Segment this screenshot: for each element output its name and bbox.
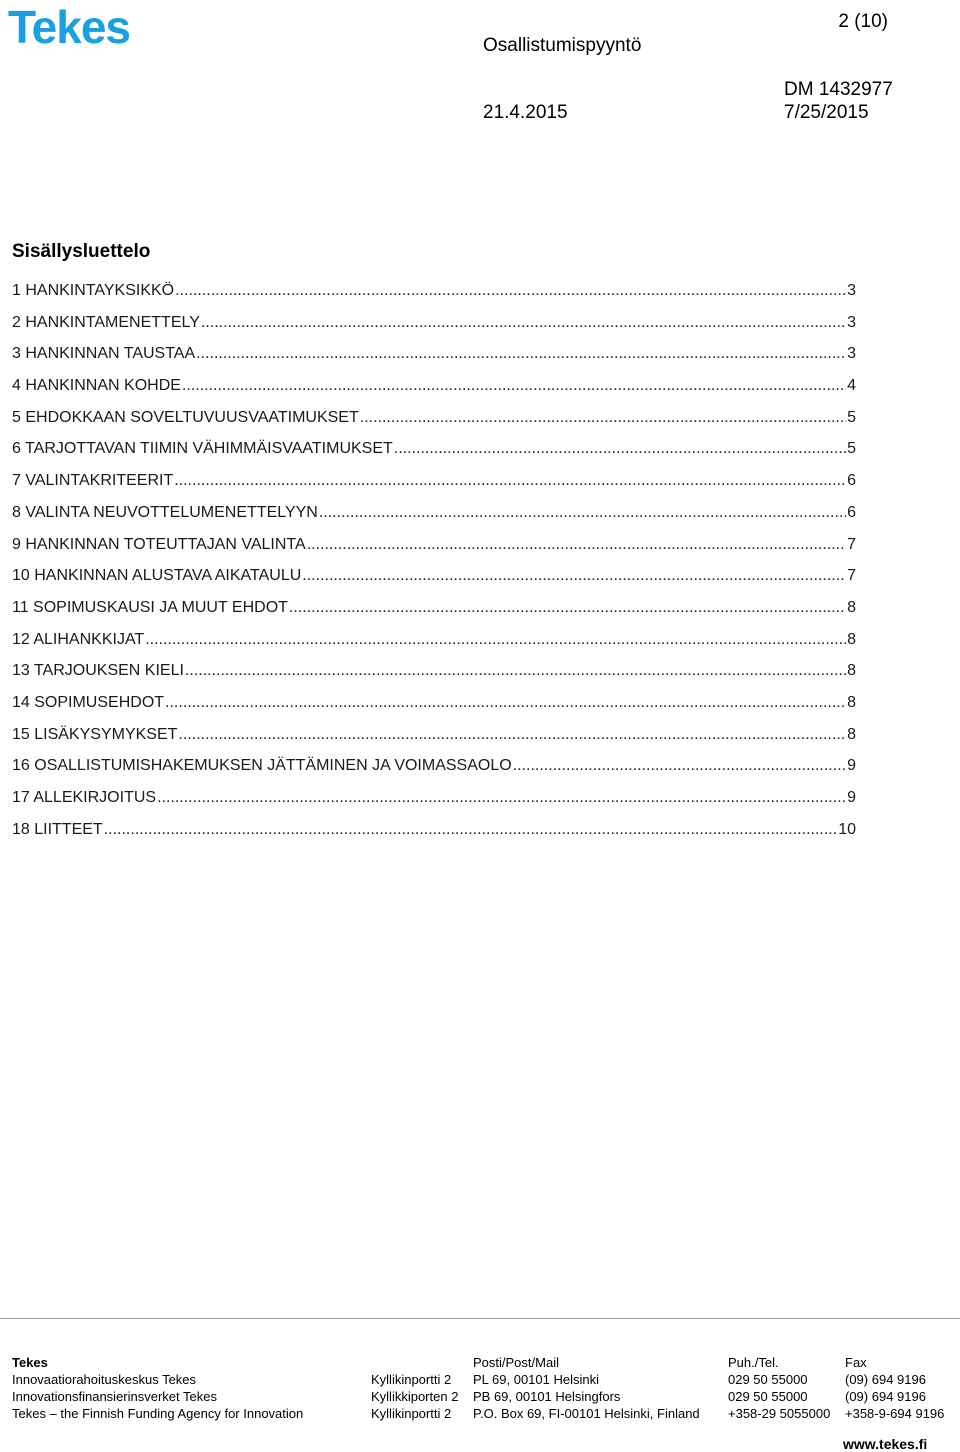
toc-entry-page: 4: [847, 377, 856, 395]
toc-entry-page: 6: [847, 472, 856, 490]
footer-mail-heading: Posti/Post/Mail: [473, 1355, 559, 1370]
toc-leader-dots: [104, 821, 838, 839]
footer-org-name: Innovaatiorahoituskeskus Tekes: [12, 1372, 197, 1387]
toc-entry-title: 7 VALINTAKRITEERIT: [12, 472, 174, 490]
toc-leader-dots: [182, 377, 846, 395]
toc-leader-dots: [201, 314, 846, 332]
footer-phone: 029 50 55000: [728, 1372, 808, 1387]
toc-entry[interactable]: [12, 536, 856, 568]
toc-entry-title: 15 LISÄKYSYMYKSET: [12, 725, 178, 743]
document-title: Osallistumispyyntö: [483, 35, 642, 56]
toc-entry-title: 11 SOPIMUSKAUSI JA MUUT EHDOT: [12, 598, 288, 616]
footer-street: Kyllikkiporten 2: [371, 1389, 459, 1404]
toc-entry[interactable]: [12, 440, 856, 472]
toc-entry-title: 10 HANKINNAN ALUSTAVA AIKATAULU: [12, 567, 302, 585]
toc-entry-title: 8 VALINTA NEUVOTTELUMENETTELYYN: [12, 503, 318, 521]
toc-entry-title: 6 TARJOTTAVAN TIIMIN VÄHIMMÄISVAATIMUKSET: [12, 440, 393, 458]
footer-phone: 029 50 55000: [728, 1389, 808, 1404]
toc-entry-page: 8: [847, 725, 856, 743]
toc-entry[interactable]: [12, 504, 856, 536]
toc-leader-dots: [319, 504, 846, 522]
toc-entry-title: 16 OSALLISTUMISHAKEMUKSEN JÄTTÄMINEN JA VOIMASSAOLO: [12, 757, 512, 775]
footer-org-heading: Tekes: [12, 1355, 48, 1370]
toc-leader-dots: [196, 345, 846, 363]
toc-entry-page: 8: [847, 662, 856, 680]
toc-entry[interactable]: [12, 282, 856, 314]
toc-entry-page: 7: [847, 535, 856, 553]
toc-entry-page: 9: [847, 789, 856, 806]
footer-street: Kyllikinportti 2: [371, 1372, 452, 1387]
toc-entry-page: 9: [847, 757, 856, 775]
toc-entry[interactable]: [12, 726, 856, 758]
footer-fax: (09) 694 9196: [845, 1389, 926, 1404]
footer-mail: PB 69, 00101 Helsingfors: [473, 1389, 621, 1404]
toc-entry-page: 3: [847, 345, 856, 363]
toc-entry[interactable]: [12, 314, 856, 346]
page-number: 2 (10): [838, 11, 888, 32]
toc-leader-dots: [513, 757, 846, 775]
toc-entry[interactable]: [12, 694, 856, 726]
footer-mail: P.O. Box 69, FI-00101 Helsinki, Finland: [473, 1406, 700, 1421]
toc-entry-page: 8: [847, 598, 856, 616]
toc-leader-dots: [145, 631, 846, 649]
toc-leader-dots: [175, 282, 846, 300]
toc-entry-title: 13 TARJOUKSEN KIELI: [12, 662, 184, 680]
toc-leader-dots: [289, 599, 846, 617]
toc-entry-title: 14 SOPIMUSEHDOT: [12, 693, 165, 711]
toc-entry-page: 3: [847, 313, 856, 331]
document-date-secondary: 7/25/2015: [784, 102, 869, 123]
toc-entry-title: 17 ALLEKIRJOITUS: [12, 789, 157, 806]
toc-entry[interactable]: [12, 567, 856, 599]
document-id: DM 1432977: [784, 79, 893, 100]
footer-org-name: Innovationsfinansierinsverket Tekes: [12, 1389, 217, 1404]
toc-entry-title: 18 LIITTEET: [12, 820, 103, 838]
document-date: 21.4.2015: [483, 102, 568, 123]
footer-org-name: Tekes – the Finnish Funding Agency for Innovation: [12, 1406, 304, 1421]
toc-leader-dots: [178, 726, 846, 744]
toc-entry-page: 3: [847, 282, 856, 299]
toc-entry-title: 12 ALIHANKKIJAT: [12, 630, 145, 648]
toc-leader-dots: [185, 662, 846, 680]
toc-leader-dots: [302, 567, 846, 585]
footer-website-link[interactable]: www.tekes.fi: [843, 1436, 928, 1452]
toc-entry-page: 7: [847, 567, 856, 585]
toc-leader-dots: [307, 536, 846, 554]
toc-entry[interactable]: [12, 472, 856, 504]
footer-phone: +358-29 5055000: [728, 1406, 831, 1421]
toc-entry[interactable]: [12, 757, 856, 789]
toc-entry[interactable]: [12, 631, 856, 663]
toc-entry-page: 8: [847, 693, 856, 711]
footer-phone-heading: Puh./Tel.: [728, 1355, 779, 1370]
footer-mail: PL 69, 00101 Helsinki: [473, 1372, 599, 1387]
toc-leader-dots: [174, 472, 846, 490]
toc-entry-title: 1 HANKINTAYKSIKKÖ: [12, 282, 175, 299]
toc-entry[interactable]: [12, 789, 856, 821]
toc-leader-dots: [157, 789, 846, 807]
table-of-contents: [12, 282, 856, 852]
toc-entry-page: 5: [847, 440, 856, 458]
footer-fax: +358-9-694 9196: [845, 1406, 945, 1421]
toc-entry[interactable]: [12, 409, 856, 441]
toc-entry-page: 10: [838, 820, 856, 838]
toc-entry[interactable]: [12, 662, 856, 694]
toc-leader-dots: [165, 694, 846, 712]
footer-divider: [0, 1318, 960, 1319]
footer-street: Kyllikinportti 2: [371, 1406, 452, 1421]
toc-entry-title: 5 EHDOKKAAN SOVELTUVUUSVAATIMUKSET: [12, 408, 359, 426]
toc-entry[interactable]: [12, 345, 856, 377]
toc-entry-title: 4 HANKINNAN KOHDE: [12, 377, 181, 395]
toc-entry-title: 3 HANKINNAN TAUSTAA: [12, 345, 196, 363]
toc-entry-page: 6: [847, 503, 856, 521]
toc-heading: Sisällysluettelo: [12, 241, 151, 262]
toc-entry-title: 2 HANKINTAMENETTELY: [12, 313, 200, 331]
toc-entry-title: 9 HANKINNAN TOTEUTTAJAN VALINTA: [12, 535, 306, 553]
toc-entry[interactable]: [12, 377, 856, 409]
toc-entry[interactable]: [12, 599, 856, 631]
toc-entry[interactable]: [12, 821, 856, 853]
toc-entry-page: 8: [847, 630, 856, 648]
tekes-logo: Tekes: [8, 1, 131, 53]
toc-leader-dots: [360, 409, 846, 427]
toc-leader-dots: [394, 440, 846, 458]
footer-fax-heading: Fax: [845, 1355, 867, 1370]
toc-entry-page: 5: [847, 408, 856, 426]
footer-fax: (09) 694 9196: [845, 1372, 926, 1387]
